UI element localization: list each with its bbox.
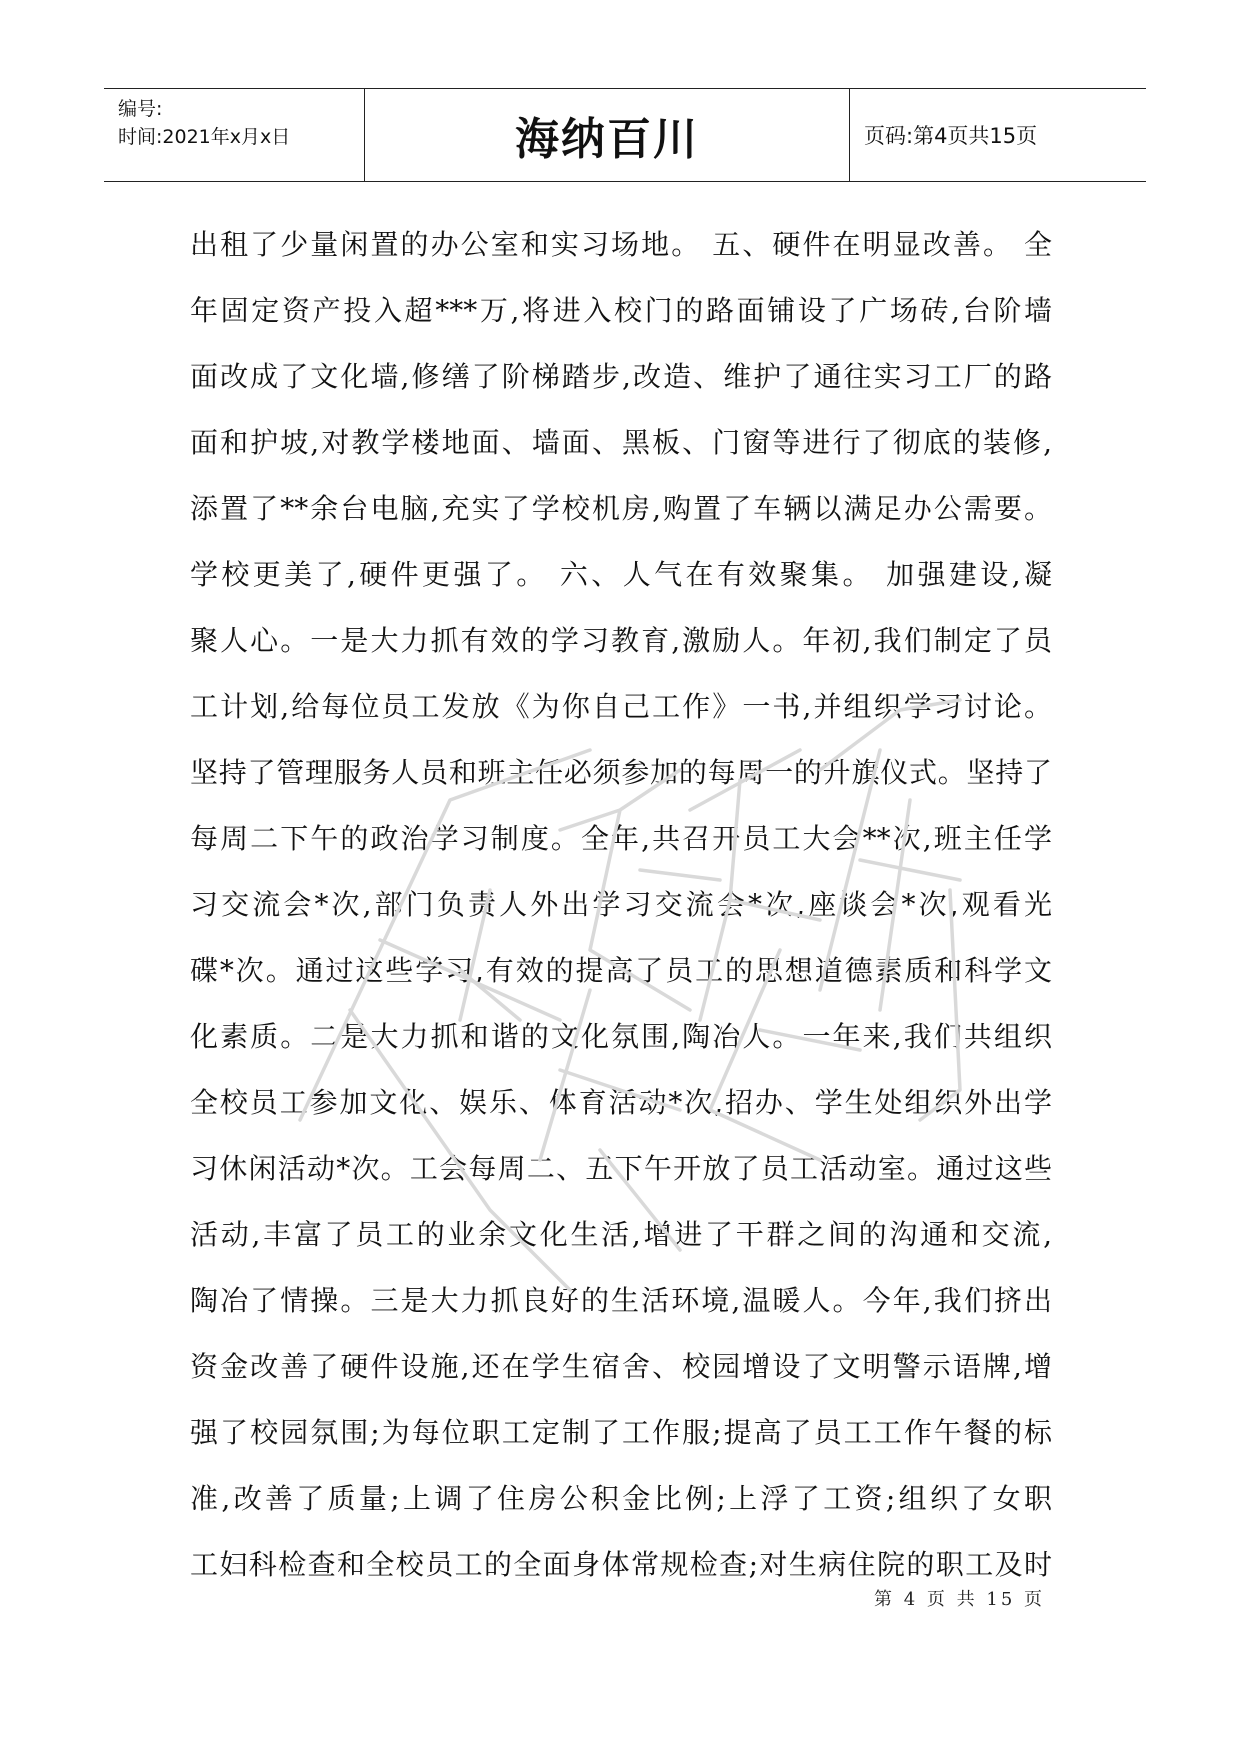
page-footer: 第 4 页 共 15 页 xyxy=(874,1589,1045,1610)
body-line: 准,改善了质量;上调了住房公积金比例;上浮了工资;组织了女职 xyxy=(190,1482,1052,1515)
body-line: 每周二下午的政治学习制度。全年,共召开员工大会**次,班主任学 xyxy=(190,822,1052,855)
body-line: 学校更美了,硬件更强了。 六、人气在有效聚集。 加强建设,凝 xyxy=(190,558,1052,591)
body-line: 工计划,给每位员工发放《为你自己工作》一书,并组织学习讨论。 xyxy=(190,690,1052,723)
document-body xyxy=(190,212,1052,1598)
body-line: 习休闲活动*次。工会每周二、五下午开放了员工活动室。通过这些 xyxy=(190,1152,1052,1185)
body-line: 年固定资产投入超***万,将进入校门的路面铺设了广场砖,台阶墙 xyxy=(190,294,1052,327)
body-line: 陶冶了情操。三是大力抓良好的生活环境,温暖人。今年,我们挤出 xyxy=(190,1284,1052,1317)
body-line: 强了校园氛围;为每位职工定制了工作服;提高了员工工作午餐的标 xyxy=(190,1416,1052,1449)
body-line: 碟*次。通过这些学习,有效的提高了员工的思想道德素质和科学文 xyxy=(190,954,1052,987)
body-line: 坚持了管理服务人员和班主任必须参加的每周一的升旗仪式。坚持了 xyxy=(190,756,1052,789)
body-line: 全校员工参加文化、娱乐、体育活动*次,招办、学生处组织外出学 xyxy=(190,1086,1052,1119)
document-header xyxy=(104,88,1146,182)
body-line: 聚人心。一是大力抓有效的学习教育,激励人。年初,我们制定了员 xyxy=(190,624,1052,657)
body-line: 活动,丰富了员工的业余文化生活,增进了干群之间的沟通和交流, xyxy=(190,1218,1052,1251)
body-line: 面改成了文化墙,修缮了阶梯踏步,改造、维护了通往实习工厂的路 xyxy=(190,360,1052,393)
body-line: 添置了**余台电脑,充实了学校机房,购置了车辆以满足办公需要。 xyxy=(190,492,1052,525)
body-line: 工妇科检查和全校员工的全面身体常规检查;对生病住院的职工及时 xyxy=(190,1548,1052,1581)
document-time-label: 时间:2021年x月x日 xyxy=(118,126,291,148)
header-divider-right xyxy=(849,89,850,181)
document-number-label: 编号: xyxy=(118,98,163,120)
body-line: 出租了少量闲置的办公室和实习场地。 五、硬件在明显改善。 全 xyxy=(190,228,1052,261)
header-meta xyxy=(118,95,358,151)
header-page-info: 页码:第4页共15页 xyxy=(864,124,1038,148)
body-line: 资金改善了硬件设施,还在学生宿舍、校园增设了文明警示语牌,增 xyxy=(190,1350,1052,1383)
header-divider-left xyxy=(364,89,365,181)
body-line: 习交流会*次,部门负责人外出学习交流会*次,座谈会*次,观看光 xyxy=(190,888,1052,921)
body-line: 化素质。二是大力抓和谐的文化氛围,陶冶人。一年来,我们共组织 xyxy=(190,1020,1052,1053)
document-title: 海纳百川 xyxy=(515,114,699,165)
body-line: 面和护坡,对教学楼地面、墙面、黑板、门窗等进行了彻底的装修, xyxy=(190,426,1052,459)
